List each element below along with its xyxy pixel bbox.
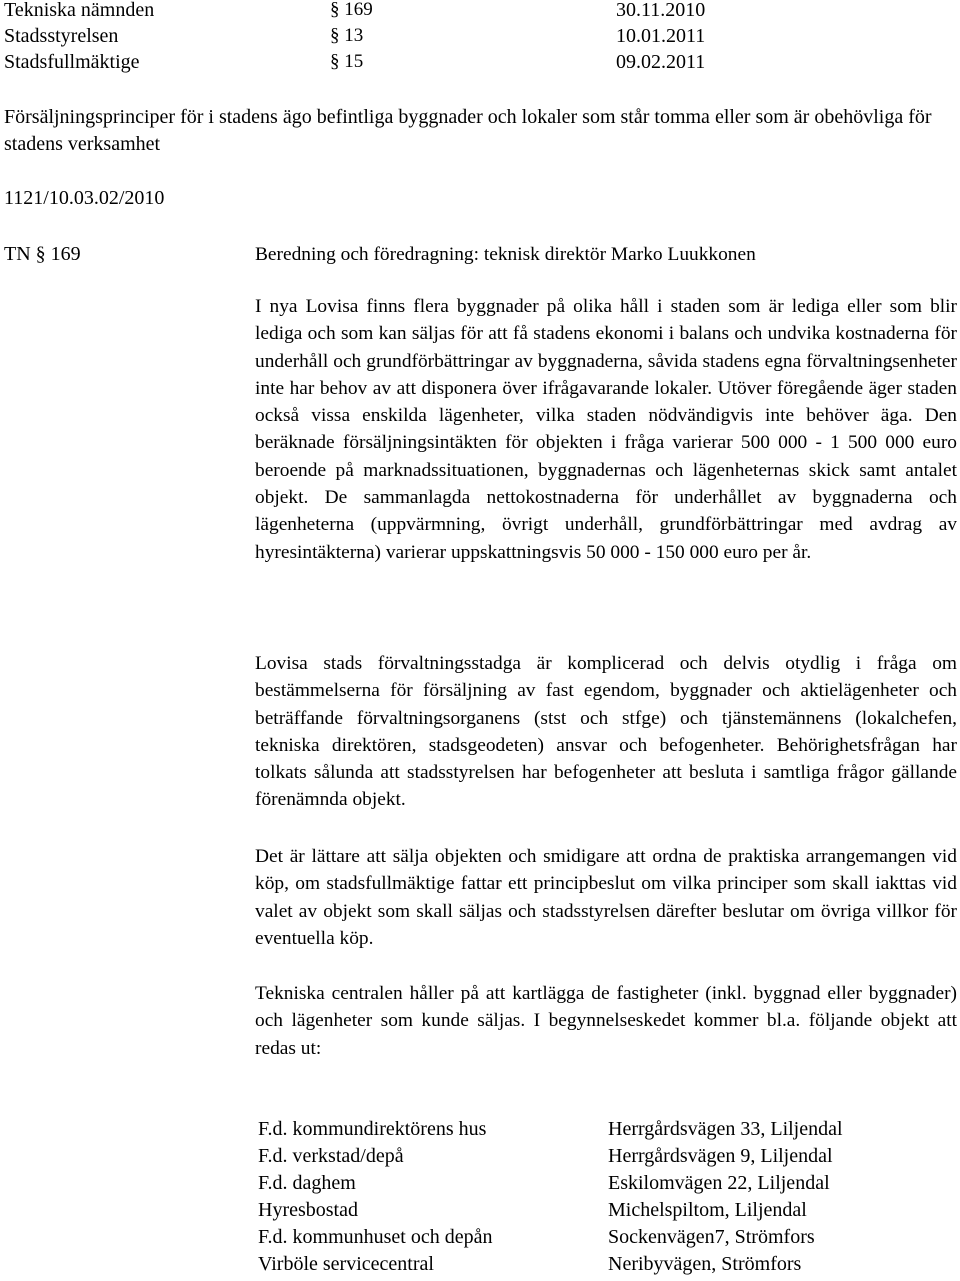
list-item (258, 1170, 938, 1197)
header-section: § 169 (330, 0, 373, 20)
header-body: Stadsstyrelsen (4, 25, 119, 47)
object-name: F.d. kommundirektörens hus (258, 1118, 487, 1140)
objects-list (258, 1116, 938, 1278)
paragraph-4 (255, 980, 957, 1062)
list-item (258, 1143, 938, 1170)
object-name: Hyresbostad (258, 1199, 358, 1221)
paragraph-3 (255, 843, 957, 952)
header-body: Tekniska nämnden (4, 0, 155, 21)
paragraph-text: Tekniska centralen håller på att kartlägga de fastigheter (inkl. byggnad eller byggnader) och lägenheter som kunde säljas. I begynnelseskedet kommer bl.a. följande objekt att redas ut: (255, 983, 957, 1059)
header-date: 30.11.2010 (616, 0, 706, 21)
paragraph-2 (255, 650, 957, 814)
paragraph-1 (255, 293, 957, 566)
object-address: Sockenvägen7, Strömfors (608, 1226, 815, 1248)
list-item (258, 1197, 938, 1224)
header-body: Stadsfullmäktige (4, 51, 140, 73)
object-address: Eskilomvägen 22, Liljendal (608, 1172, 830, 1194)
prepared-by: Beredning och föredragning: teknisk direktör Marko Luukkonen (255, 244, 756, 265)
header-row-stadsfullmaktige (4, 49, 804, 75)
object-name: F.d. kommunhuset och depån (258, 1226, 493, 1248)
list-item (258, 1251, 938, 1278)
list-item (258, 1224, 938, 1251)
object-address: Herrgårdsvägen 9, Liljendal (608, 1145, 833, 1167)
object-name: F.d. verkstad/depå (258, 1145, 404, 1167)
header-section: § 13 (330, 25, 364, 46)
list-item (258, 1116, 938, 1143)
object-name: Virböle servicecentral (258, 1253, 434, 1275)
header-section: § 15 (330, 51, 364, 72)
header-row-tekniska-namnden (4, 0, 804, 23)
object-address: Michelspiltom, Liljendal (608, 1199, 807, 1221)
object-address: Neribyvägen, Strömfors (608, 1253, 802, 1275)
header-row-stadsstyrelsen (4, 23, 804, 49)
paragraph-text: I nya Lovisa finns flera byggnader på olika håll i staden som är lediga eller som blir lediga och som kan säljas för att få stadens ekonomi i balans och undvika kostnaderna för underhåll och grundförbättringar av byggnaderna, såvida stadens egna förvaltningsenheter inte har behov av att disponera över ifrågavarande lokaler. Utöver föregående äger staden också vissa enskilda lägenheter, vilka staden nödvändigvis inte behöver äga. Den beräknade försäljningsintäkten för objekten i fråga varierar 500 000 - 1 500 000 euro beroende på marknadssituationen, byggnadernas och lägenheternas skick samt antalet objekt. De sammanlagda nettokostnaderna för underhållet av byggnaderna och lägenheterna (uppvärmning, övrigt underhåll, grundförbättringar med avdrag av hyresintäkterna) varierar uppskattningsvis 50 000 - 150 000 euro per år. (255, 296, 957, 563)
header-date: 10.01.2011 (616, 25, 706, 47)
reference-number: 1121/10.03.02/2010 (4, 187, 165, 209)
header-date: 09.02.2011 (616, 51, 706, 73)
object-address: Herrgårdsvägen 33, Liljendal (608, 1118, 843, 1140)
object-name: F.d. daghem (258, 1172, 356, 1194)
document-title: Försäljningsprinciper för i stadens ägo befintliga byggnader och lokaler som står tomma eller som är obehövliga för stadens verksamhet (4, 106, 932, 155)
tn-section-label: TN § 169 (4, 243, 81, 265)
paragraph-text: Det är lättare att sälja objekten och smidigare att ordna de praktiska arrangemangen vid köp, om stadsfullmäktige fattar ett principbeslut om vilka principer som skall iakttas vid valet av objekt som skall säljas och stadsstyrelsen därefter beslutar om övriga villkor för eventuella köp. (255, 846, 957, 949)
paragraph-text: Lovisa stads förvaltningsstadga är komplicerad och delvis otydlig i fråga om bestämmelserna för försäljning av fast egendom, byggnader och aktielägenheter och beträffande förvaltningsorganens (stst och stfge) och tjänstemännens (lokalchefen, tekniska direktören, stadsgeodeten) ansvar och befogenheter. Behörighetsfrågan har tolkats sålunda att stadsstyrelsen har befogenheter att besluta i samtliga frågor gällande förenämnda objekt. (255, 653, 957, 811)
